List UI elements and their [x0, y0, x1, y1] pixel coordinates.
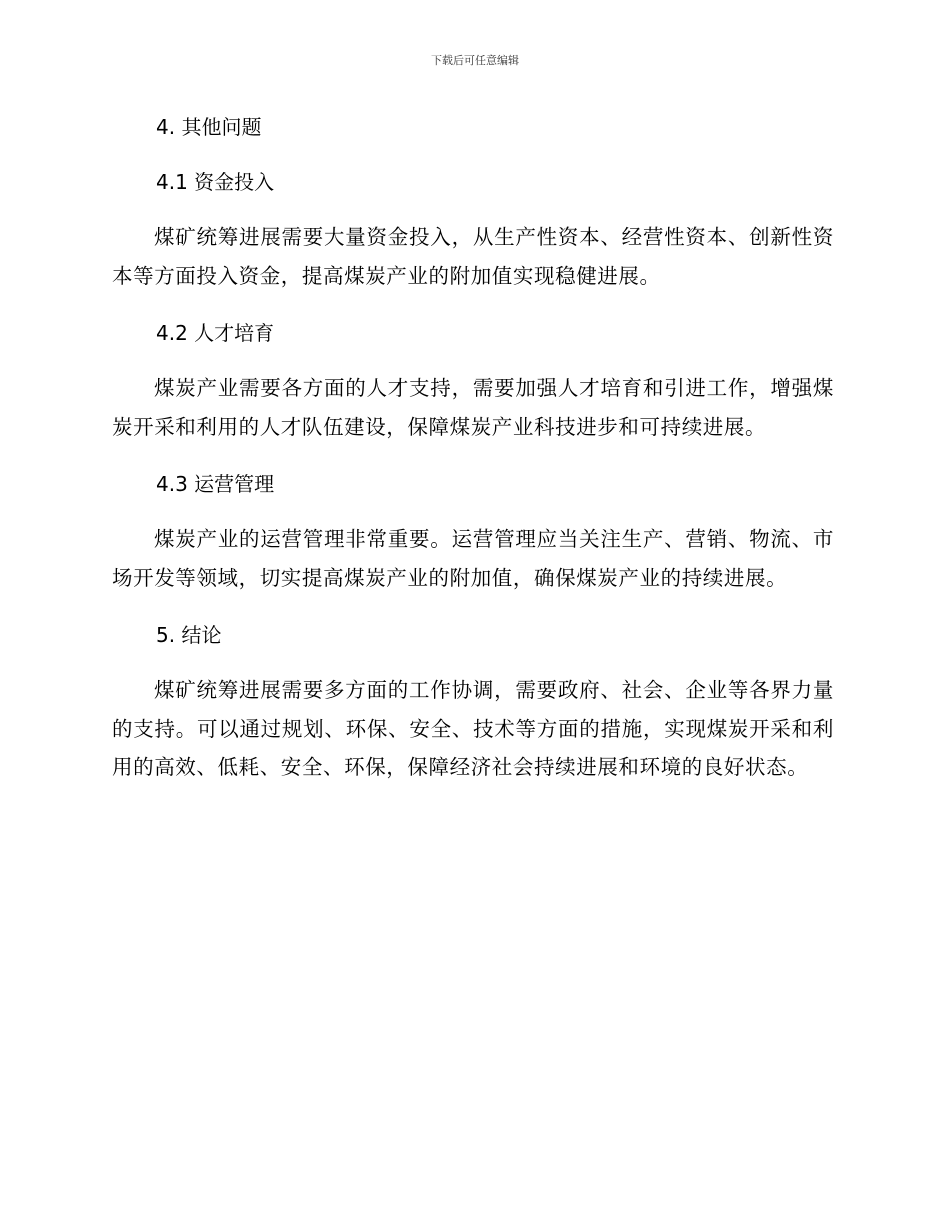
paragraph-4-1: 煤矿统筹进展需要大量资金投入，从生产性资本、经营性资本、创新性资本等方面投入资金，提高煤炭产业的附加值实现稳健进展。 [112, 225, 834, 288]
paragraph-4-3: 煤炭产业的运营管理非常重要。运营管理应当关注生产、营销、物流、市场开发等领域，切实提高煤炭产业的附加值，确保煤炭产业的持续进展。 [112, 527, 834, 590]
page-header: 下载后可任意编辑 [431, 54, 519, 67]
document-body [112, 108, 834, 806]
section-heading-4-3: 4.3 运营管理 [156, 472, 275, 496]
section-heading-4-2: 4.2 人才培育 [156, 321, 275, 345]
section-heading-5: 5. 结论 [156, 623, 222, 647]
paragraph-5: 煤矿统筹进展需要多方面的工作协调，需要政府、社会、企业等各界力量的支持。可以通过规划、环保、安全、技术等方面的措施，实现煤炭开采和利用的高效、低耗、安全、环保，保障经济社会持续进展和环境的良好状态。 [112, 678, 834, 779]
section-heading-4-1: 4.1 资金投入 [156, 170, 275, 194]
section-heading-4: 4. 其他问题 [156, 115, 262, 139]
paragraph-4-2: 煤炭产业需要各方面的人才支持，需要加强人才培育和引进工作，增强煤炭开采和利用的人才队伍建设，保障煤炭产业科技进步和可持续进展。 [112, 376, 834, 439]
